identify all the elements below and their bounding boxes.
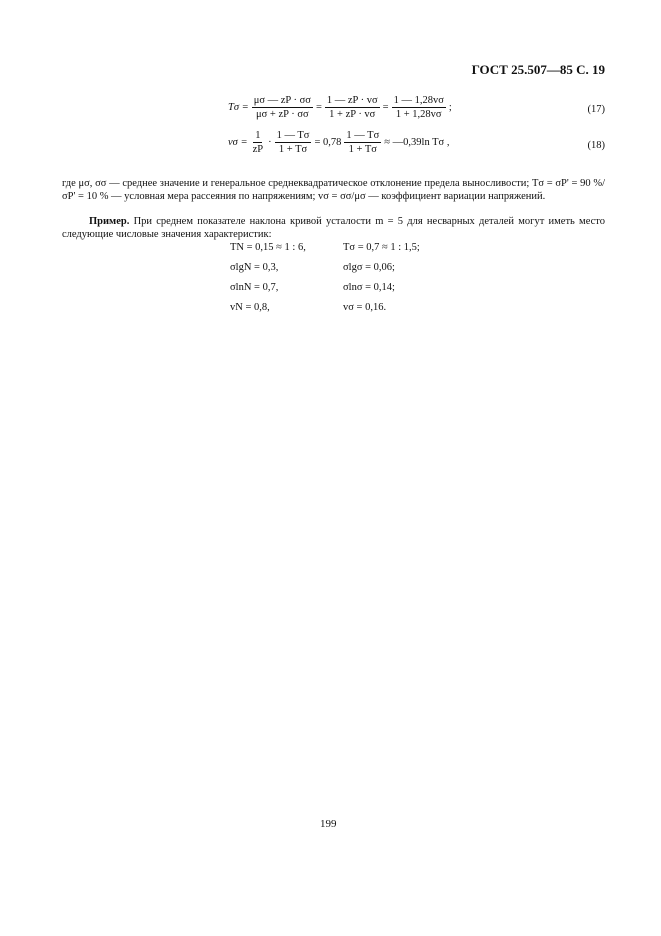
value-Tsigma: Tσ = 0,7 ≈ 1 : 1,5; (343, 242, 420, 253)
eq18-mid: = 0,78 (314, 137, 342, 148)
eq17-number: (17) (587, 104, 605, 115)
eq18-end: ≈ —0,39ln Tσ , (384, 137, 450, 148)
equation-18 (228, 130, 449, 155)
value-sigma-lnN: σlnN = 0,7, (230, 282, 279, 293)
values-col2 (343, 242, 420, 322)
eq18-number: (18) (587, 140, 605, 151)
equation-17 (228, 95, 452, 120)
value-sigma-lnsigma: σlnσ = 0,14; (343, 282, 395, 293)
value-vN: vN = 0,8, (230, 302, 270, 313)
page-number: 199 (320, 818, 337, 830)
eq17-equals: = (315, 102, 322, 113)
page-header: ГОСТ 25.507—85 С. 19 (471, 62, 605, 77)
eq17-frac1: $\frac{\mu\sigma — zP \cdot \sigma\sigma}{\mu\sigma + zP \cdot \sigma\sigma}$ (253, 95, 311, 120)
value-vsigma: vσ = 0,16. (343, 302, 387, 313)
eq18-lhs: vσ = (228, 137, 248, 148)
eq17-frac2: $\frac{1 — zP \cdot v\sigma}{1 + zP \cdot v\sigma}$ (326, 95, 378, 120)
eq18-frac3: $\frac{1 — T\sigma}{1 + T\sigma}$ (346, 130, 380, 155)
example-paragraph (62, 216, 605, 241)
value-sigma-lgN: σlgN = 0,3, (230, 262, 279, 273)
example-label: Пример. (89, 216, 130, 227)
eq18-frac1: $\frac{1}{zP}$ (252, 130, 264, 155)
eq17-end: ; (448, 102, 452, 113)
eq17-frac3: $\frac{1 — 1,28v\sigma}{1 + 1,28v\sigma}$ (393, 95, 444, 120)
example-text: При среднем показателе наклона кривой усталости m = 5 для несварных деталей могут иметь место следующие числовые значения характеристик: (62, 216, 605, 240)
values-col1 (230, 242, 306, 322)
value-TN: TN = 0,15 ≈ 1 : 6, (230, 242, 306, 253)
eq17-equals2: = (382, 102, 389, 113)
eq18-dot: · (268, 137, 272, 148)
value-sigma-lgsigma: σlgσ = 0,06; (343, 262, 395, 273)
eq18-frac2: $\frac{1 — T\sigma}{1 + T\sigma}$ (276, 130, 310, 155)
eq17-lhs: Tσ = (228, 102, 249, 113)
definitions-paragraph: где μσ, σσ — среднее значение и генеральное среднеквадратическое отклонение предела выносливости; Tσ = σP' = 90 %/σP' = 10 % — условная мера рассеяния по напряжениям; vσ = σσ/μσ — коэффициент вариации напряжений. (62, 178, 605, 202)
